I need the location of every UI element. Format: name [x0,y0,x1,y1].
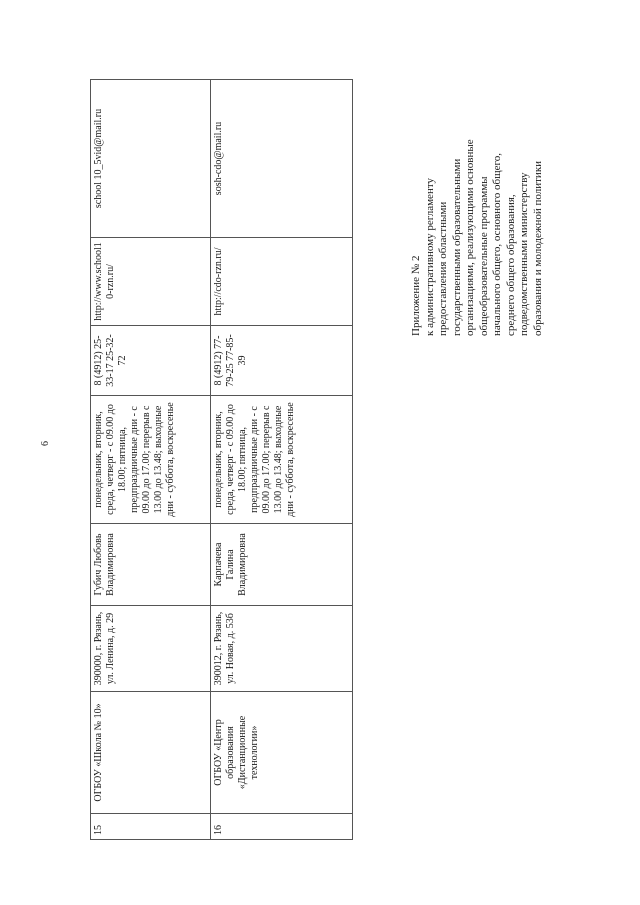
appendix-line: общеобразовательные программы [477,176,490,336]
appendix-line: государственными образовательными [450,158,463,336]
phone-number: 8 (4912) 77-79-25 77-85-39 [211,326,353,396]
institution-name: ОГБОУ «Центр образования «Дистанционные технологии» [211,692,353,814]
appendix-line: Приложение № 2 [410,255,422,336]
page-number: 6 [40,441,51,446]
website-link[interactable]: http://www.school10-rzn.ru/ [91,238,211,326]
institution-address: 390012, г. Рязань, ул. Новая, д. 53б [211,606,353,692]
working-hours: понедельник, вторник, среда, четверг - с 09.00 до 18.00; пятница, предпраздничные дни - с 09.00 до 17.00; перерыв с 13.00 до 13.48; выходные дни - суббота, воскресенье [91,396,211,524]
appendix-line: начального общего, основного общего, [491,153,503,336]
phone-number: 8 (4912) 25-33-17 25-32-72 [91,326,211,396]
appendix-line: образования и молодежной политики [531,160,544,336]
institution-name: ОГБОУ «Школа № 10» [91,692,211,814]
appendix-line: подведомственными министерству [518,172,530,336]
appendix-note [410,36,545,336]
appendix-line: предоставления областными [437,201,449,336]
email-address[interactable]: school 10_5vid@mail.ru [91,80,211,238]
working-hours: понедельник, вторник, среда, четверг - с 09.00 до 18.00; пятница, предпраздничные дни - с 09.00 до 17.00; перерыв с 13.00 до 13.48; выходные дни - суббота, воскресенье [211,396,353,524]
institution-director: Карпачева Галина Владимировна [211,524,353,606]
institution-address: 390000, г. Рязань, ул. Ленина, д. 29 [91,606,211,692]
table-row [91,80,211,840]
institutions-table [90,80,352,840]
email-address[interactable]: sosh-cdo@mail.ru [211,80,353,238]
table-row [211,80,353,840]
row-number: 16 [211,814,353,840]
appendix-line: организациями, реализующими основные [464,139,476,336]
appendix-line: к административному регламенту [423,178,436,336]
website-link[interactable]: http://cdo-rzn.ru/ [211,238,353,326]
appendix-line: среднего общего образования, [504,194,517,336]
row-number: 15 [91,814,211,840]
institution-director: Губич Любовь Владимировна [91,524,211,606]
